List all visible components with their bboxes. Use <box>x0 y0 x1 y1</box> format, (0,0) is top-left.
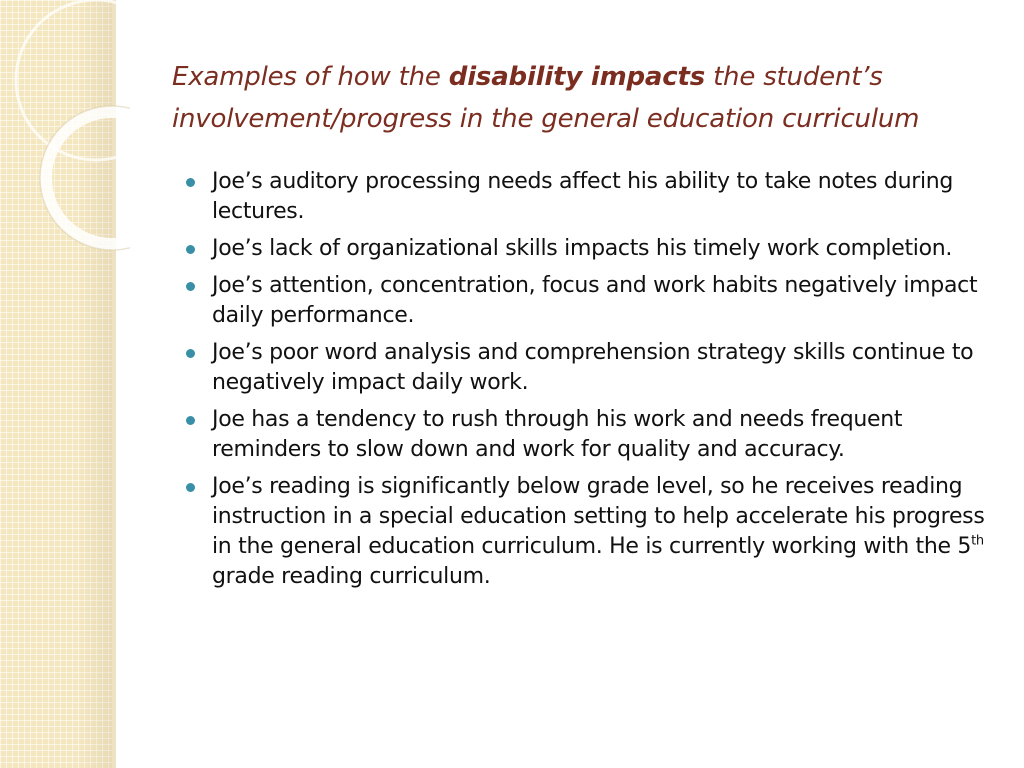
bullet-dot-icon <box>186 178 195 187</box>
ring-shadow <box>40 106 130 250</box>
bullet-dot-icon <box>186 282 195 291</box>
bullet-dot-icon <box>186 245 195 254</box>
bullet-dot-icon <box>186 349 195 358</box>
bullet-text: Joe’s lack of organizational skills impacts his timely work completion. <box>212 236 953 261</box>
decorative-rings <box>0 0 130 300</box>
bullet-text <box>212 474 985 589</box>
bullet-text: Joe’s attention, concentration, focus and work habits negatively impact daily performance. <box>212 273 978 328</box>
list-item <box>182 405 994 465</box>
list-item <box>182 271 994 331</box>
title-part-2: the student’s involvement/progress in the general education curriculum <box>172 62 920 134</box>
ordinal-suffix: th <box>971 533 984 549</box>
list-item <box>182 234 994 264</box>
list-item <box>182 472 994 592</box>
bullet-text: Joe has a tendency to rush through his work and needs frequent reminders to slow down and work for quality and accuracy. <box>212 407 903 462</box>
thick-ring <box>46 112 130 244</box>
bullet-text-after: grade reading curriculum. <box>212 564 491 589</box>
title-part-1: Examples of how the <box>172 62 449 92</box>
title-emphasis: disability impacts <box>448 62 705 92</box>
bullet-text: Joe’s poor word analysis and comprehension strategy skills continue to negatively impact daily work. <box>212 340 974 395</box>
list-item <box>182 338 994 398</box>
slide-title <box>172 56 962 140</box>
bullet-dot-icon <box>186 416 195 425</box>
bullet-list <box>182 167 994 599</box>
bullet-text-before: Joe’s reading is significantly below grade level, so he receives reading instruction in a special education setting to help accelerate his progress in the general education curriculum. He is currently working with the 5 <box>212 474 985 559</box>
large-ring <box>16 0 130 160</box>
list-item <box>182 167 994 227</box>
bullet-text: Joe’s auditory processing needs affect his ability to take notes during lectures. <box>212 169 954 224</box>
bullet-dot-icon <box>186 483 195 492</box>
